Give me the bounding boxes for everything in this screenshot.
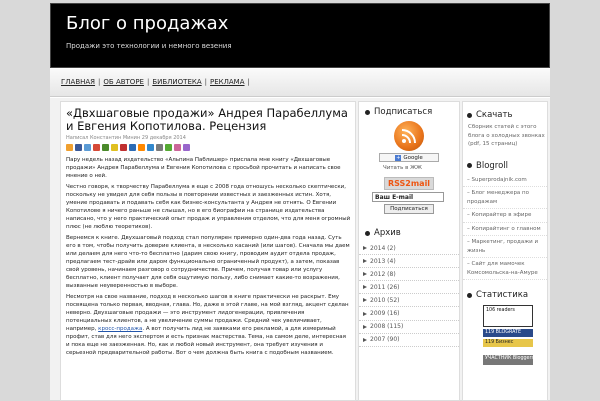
download-title-text: Скачать	[476, 110, 513, 120]
vk-icon[interactable]	[129, 144, 136, 151]
archive-item[interactable]	[359, 281, 459, 294]
post-content	[60, 101, 356, 401]
site-title[interactable]: Блог о продажах	[66, 13, 229, 34]
expand-arrow-icon	[363, 312, 367, 316]
blograte-badge[interactable]: 119 BLOGRATE	[483, 329, 533, 337]
print-icon[interactable]	[165, 144, 172, 151]
main-area	[50, 98, 550, 400]
nav-separator: |	[204, 78, 207, 86]
archive-item-label: 2012 (8)	[370, 270, 396, 278]
blogroll-list	[463, 174, 547, 281]
rss2mail-logo[interactable]: RSS2mail	[384, 177, 434, 190]
subscribe-button[interactable]: Подписаться	[384, 204, 434, 214]
archive-item-label: 2009 (16)	[370, 310, 400, 318]
feedburner-badge[interactable]	[483, 305, 533, 327]
bullet-icon	[365, 110, 370, 115]
post-text: Несмотря на свое название, подход в несколько шагов в книге практически не раскрыт. Ему посвящена только первая, вводная, глава. Но, даже в этой главе, на мой взгляд, акцент сделан неверно. Двухшаговые продажи — это инструмент лидогенерации, привлечения потенциальных клиентов, а не увеличение суммы продажи. Средний чек увеличивает, например,	[66, 294, 349, 332]
bullet-icon	[467, 293, 472, 298]
bookmark-plus-icon[interactable]	[183, 144, 190, 151]
expand-arrow-icon	[363, 298, 367, 302]
read-in-lj-link[interactable]: Читать в ЖЖ	[383, 165, 422, 171]
blogroll-link[interactable]: – Копирайтер в эфире	[463, 209, 547, 223]
add-to-google-button[interactable]	[379, 153, 439, 162]
archive-item[interactable]	[359, 307, 459, 320]
archive-title	[365, 228, 459, 238]
readers-count: 106 readers	[486, 308, 515, 313]
archive-item[interactable]	[359, 242, 459, 255]
post-meta: Написал Константин Минин 29 декабря 2014	[66, 135, 186, 141]
bloggers-badge[interactable]: УЧАСТНИК Bloggers.ru	[483, 355, 533, 365]
google-icon[interactable]	[93, 144, 100, 151]
star-icon[interactable]	[111, 144, 118, 151]
share-icons	[66, 144, 351, 151]
post-text: . А вот получить лид не заявками его рекламой, а для измеримый профит, став для него экспертом и есть признак мастерства. Тема, на самом деле, интересная и пока еще не заезженная. Но, как и любой новый инструмент, она требует изучения и серьезной предварительной работы. Вот о чем должна быть книга с подобным названием.	[66, 326, 346, 356]
odnoklassniki-icon[interactable]	[138, 144, 145, 151]
nav-list	[61, 78, 253, 86]
bullet-icon	[365, 231, 370, 236]
bullet-icon	[467, 113, 472, 118]
twitter-icon[interactable]	[84, 144, 91, 151]
subscribe-title	[365, 107, 459, 117]
mail-icon[interactable]	[156, 144, 163, 151]
plus-icon: +	[396, 154, 401, 161]
expand-arrow-icon	[363, 259, 367, 263]
nav-item-home[interactable]: ГЛАВНАЯ	[61, 78, 96, 86]
nav-item-library[interactable]: БИБЛИОТЕКА	[152, 78, 202, 86]
main-nav	[50, 69, 550, 97]
share-more-icon[interactable]	[174, 144, 181, 151]
blogroll-title	[467, 161, 547, 171]
blogroll-link[interactable]: – Superprodajnik.com	[463, 174, 547, 188]
post-paragraph: Пару недель назад издательство «Альпина Паблишер» прислала мне книгу «Двхшаговые продажи» Андрея Парабеллума и Евгения Копотилова с просьбой прочитать и написать свое мнение о ней.	[66, 157, 341, 179]
archive-item[interactable]	[359, 334, 459, 347]
rss-icon	[401, 128, 417, 144]
expand-arrow-icon	[363, 338, 367, 342]
rss-feed-icon[interactable]	[394, 121, 424, 151]
expand-arrow-icon	[363, 272, 367, 276]
post-paragraph: Честно говоря, к творчеству Парабеллума я еще с 2008 года отношусь несколько скептически, поскольку не увидел для себя пользы в повторении известных и заезженных истин. Хотя, умение продавать и подавать себя как бизнес-консультанта у Андрея не отнять. О Евгении Копотилове я ничего раньше не слышал, но в его биографии на странице издательства написано, что у него практический опыт продаж и управления отделом, что для меня огромный плюс (не люблю теоретиков).	[66, 184, 351, 230]
blogroll-link[interactable]: – Сайт для мамочек Комсомольска-на-Амуре	[463, 258, 547, 280]
email-field[interactable]	[372, 192, 444, 202]
site-subtitle: Продажи это технологии и немного везения	[66, 42, 232, 50]
middle-sidebar	[358, 101, 460, 401]
post-body	[66, 156, 351, 357]
nav-item-ads[interactable]: РЕКЛАМА	[210, 78, 245, 86]
facebook-icon[interactable]	[75, 144, 82, 151]
stats-title-text: Статистика	[476, 290, 529, 300]
download-title	[467, 110, 547, 120]
business-rating-badge[interactable]: 119 Бизнес	[483, 339, 533, 347]
stats-title	[467, 290, 547, 300]
archive-item-label: 2008 (115)	[370, 323, 404, 331]
blogroll-title-text: Blogroll	[476, 160, 509, 171]
nav-separator: |	[146, 78, 150, 86]
share-icon[interactable]	[66, 144, 73, 151]
bookmark-icon[interactable]	[102, 144, 109, 151]
archive-item-label: 2013 (4)	[370, 257, 396, 265]
expand-arrow-icon	[363, 325, 367, 329]
expand-arrow-icon	[363, 285, 367, 289]
post-paragraph	[66, 293, 351, 357]
expand-arrow-icon	[363, 246, 367, 250]
blogroll-link[interactable]: – Маркетинг, продажи и жизнь	[463, 236, 547, 258]
archive-item-label: 2011 (26)	[370, 283, 400, 291]
post-paragraph: Вернемся к книге. Двухшаговый подход стал популярен примерно один-два года назад. Суть его в том, чтобы получить доверие клиента, в несколько касаний (или шагов). Сначала мы даем или делаем для него что-то бесплатно (дарим свою книгу, проводим аудит отдела продаж, предлагаем тест-драйв или даром функционально ограниченный продукт), а затем, показав свой уровень, начинаем разговор о сотрудничестве. Причем, получая товар или услугу бесплатно, клиент получает для себя ощутимую пользу, либо снимает какие-то возражения, вызванные неуверенностью в выборе.	[66, 235, 350, 289]
page	[50, 3, 550, 400]
archive-item[interactable]	[359, 255, 459, 268]
archive-item-label: 2014 (2)	[370, 244, 396, 252]
archive-item-label: 2010 (52)	[370, 296, 400, 304]
nav-separator: |	[98, 78, 101, 86]
site-header	[50, 3, 550, 68]
archive-title-text: Архив	[374, 228, 401, 238]
yandex-icon[interactable]	[120, 144, 127, 151]
right-sidebar	[462, 101, 548, 401]
nav-separator: |	[247, 78, 250, 86]
download-link[interactable]: Сборник статей с этого блога о холодных звонках (pdf, 15 страниц)	[468, 124, 545, 147]
archive-item[interactable]	[359, 321, 459, 334]
google-label: Google	[403, 154, 423, 161]
archive-item[interactable]	[359, 268, 459, 281]
subscribe-title-text: Подписаться	[374, 107, 433, 117]
livejournal-icon[interactable]	[147, 144, 154, 151]
cross-sell-link[interactable]: кросс-продажа	[98, 326, 143, 332]
archive-item[interactable]	[359, 294, 459, 307]
post-title[interactable]: «Двхшаговые продажи» Андрея Парабеллума и Евгения Копотилова. Рецензия	[66, 106, 348, 133]
archive-item-label: 2007 (90)	[370, 336, 400, 344]
blogroll-link[interactable]: – Копирайтинг о главном	[463, 223, 547, 237]
blogroll-link[interactable]: – Блог менеджера по продажам	[463, 187, 547, 209]
nav-item-about[interactable]: ОБ АВТОРЕ	[103, 78, 144, 86]
archive-list	[359, 242, 459, 347]
bullet-icon	[467, 163, 472, 168]
